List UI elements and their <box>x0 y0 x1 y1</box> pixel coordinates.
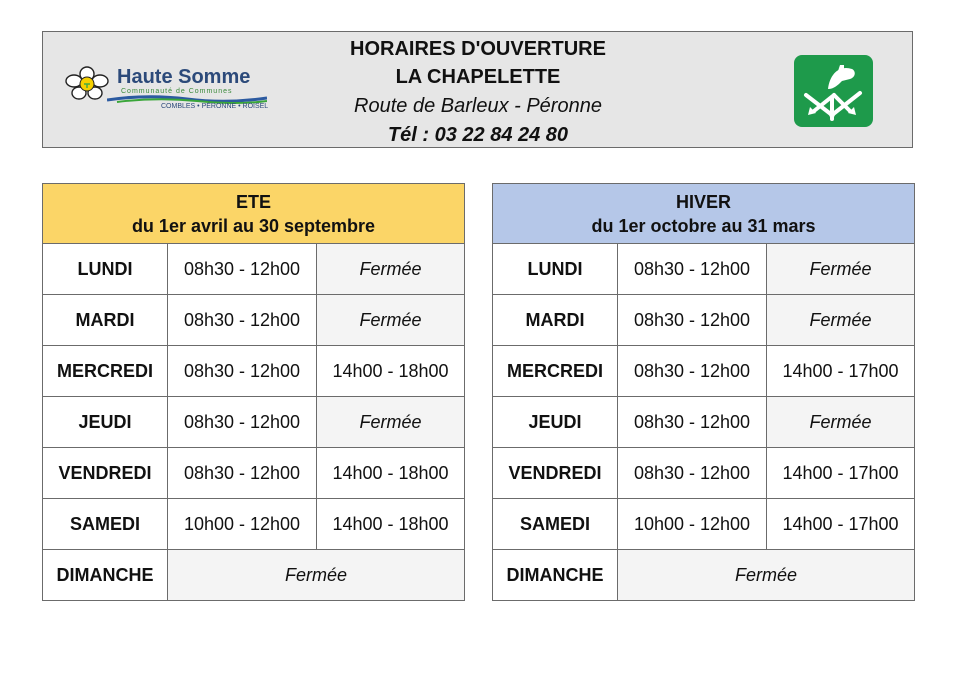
table-row <box>493 244 915 295</box>
season-period: du 1er octobre au 31 mars <box>591 215 816 236</box>
morning-hours: 08h30 - 12h00 <box>618 397 767 448</box>
day-label: LUNDI <box>493 244 618 295</box>
sunday-status: Fermée <box>168 550 465 601</box>
morning-hours: 08h30 - 12h00 <box>618 244 767 295</box>
day-label: DIMANCHE <box>43 550 168 601</box>
morning-hours: 08h30 - 12h00 <box>168 448 317 499</box>
table-row <box>493 397 915 448</box>
day-label: SAMEDI <box>43 499 168 550</box>
winter-header <box>493 184 915 244</box>
logo-subtitle: Communauté de Communes <box>121 88 233 95</box>
afternoon-hours: Fermée <box>767 295 915 346</box>
day-label: MERCREDI <box>43 346 168 397</box>
site-name: LA CHAPELETTE <box>395 66 561 88</box>
afternoon-hours: 14h00 - 18h00 <box>317 448 465 499</box>
table-row <box>43 550 465 601</box>
season-title: ETE <box>235 191 271 212</box>
day-label: JEUDI <box>493 397 618 448</box>
flower-icon <box>61 66 113 102</box>
day-label: VENDREDI <box>43 448 168 499</box>
day-label: VENDREDI <box>493 448 618 499</box>
summer-schedule-table <box>42 183 465 601</box>
morning-hours: 08h30 - 12h00 <box>618 448 767 499</box>
afternoon-hours: 14h00 - 17h00 <box>767 448 915 499</box>
title-block <box>293 32 663 150</box>
table-row <box>43 448 465 499</box>
morning-hours: 08h30 - 12h00 <box>618 295 767 346</box>
afternoon-hours: 14h00 - 18h00 <box>317 346 465 397</box>
afternoon-hours: Fermée <box>317 295 465 346</box>
afternoon-hours: Fermée <box>767 244 915 295</box>
table-row <box>43 295 465 346</box>
morning-hours: 08h30 - 12h00 <box>168 244 317 295</box>
table-row <box>493 295 915 346</box>
haute-somme-logo <box>61 62 281 118</box>
afternoon-hours: Fermée <box>767 397 915 448</box>
address: Route de Barleux - Péronne <box>354 95 602 117</box>
season-period: du 1er avril au 30 septembre <box>131 215 376 236</box>
recycling-center-icon <box>794 55 873 127</box>
morning-hours: 08h30 - 12h00 <box>168 346 317 397</box>
season-title: HIVER <box>675 191 731 212</box>
day-label: JEUDI <box>43 397 168 448</box>
table-row <box>43 346 465 397</box>
morning-hours: 08h30 - 12h00 <box>618 346 767 397</box>
table-row <box>43 244 465 295</box>
day-label: MERCREDI <box>493 346 618 397</box>
day-label: DIMANCHE <box>493 550 618 601</box>
page-title: HORAIRES D'OUVERTURE <box>350 38 606 60</box>
afternoon-hours: Fermée <box>317 397 465 448</box>
day-label: MARDI <box>43 295 168 346</box>
table-row <box>493 499 915 550</box>
logo-name: Haute Somme <box>117 66 251 88</box>
table-row <box>493 448 915 499</box>
afternoon-hours: 14h00 - 17h00 <box>767 499 915 550</box>
header-banner <box>42 31 913 148</box>
day-label: LUNDI <box>43 244 168 295</box>
sunday-status: Fermée <box>618 550 915 601</box>
table-row <box>493 346 915 397</box>
morning-hours: 10h00 - 12h00 <box>168 499 317 550</box>
afternoon-hours: 14h00 - 17h00 <box>767 346 915 397</box>
morning-hours: 08h30 - 12h00 <box>168 295 317 346</box>
table-row <box>493 550 915 601</box>
day-label: MARDI <box>493 295 618 346</box>
logo-towns: COMBLES • PÉRONNE • ROISEL <box>161 103 269 110</box>
table-row <box>43 397 465 448</box>
winter-schedule-table <box>492 183 915 601</box>
afternoon-hours: 14h00 - 18h00 <box>317 499 465 550</box>
afternoon-hours: Fermée <box>317 244 465 295</box>
morning-hours: 08h30 - 12h00 <box>168 397 317 448</box>
phone-number: Tél : 03 22 84 24 80 <box>387 124 569 146</box>
morning-hours: 10h00 - 12h00 <box>618 499 767 550</box>
table-row <box>43 499 465 550</box>
summer-header <box>43 184 465 244</box>
day-label: SAMEDI <box>493 499 618 550</box>
